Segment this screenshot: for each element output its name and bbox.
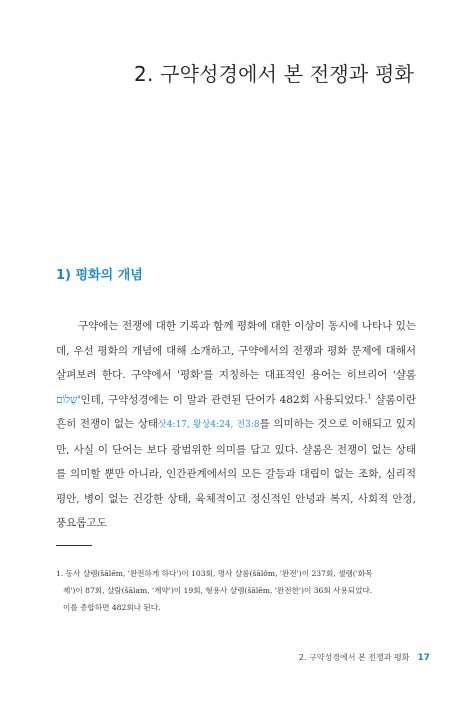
- footnote-marker[interactable]: 1: [367, 393, 372, 400]
- body-text-part: 구약에는 전쟁에 대한 기록과 함께 평화에 대한 이상이 동시에 나타나 있는데, 우선 평화의 개념에 대해 소개하고, 구약에서의 전쟁과 평화 문제에 대해서 살펴보려 한다. 구약에서 '평화'를 지칭하는 대표적인 용어는 히브리어 '샬롬: [56, 320, 416, 381]
- body-text-part: 샬롬이란 흔히 전쟁이 없는 상태: [56, 393, 416, 430]
- page-number: 17: [417, 653, 430, 663]
- body-text-part: '인데, 구약성경에는 이 말과 관련된 단어가 482회 사용되었다.: [77, 393, 368, 406]
- footnote-line: 1. 동사 샬렘(šālēm, '완전하게 하다')이 103회, 명사 샬롬(šālôm, '완전')이 237회, 셸렘('화목: [56, 569, 373, 578]
- section-heading: 1) 평화의 개념: [56, 268, 143, 283]
- chapter-title: 2. 구약성경에서 본 전쟁과 평화: [134, 62, 414, 86]
- body-text-part: 를 의미하는 것으로 이해되고 있지만, 사실 이 단어는 보다 광범위한 의미를 담고 있다. 샬롬은 전쟁이 없는 상태를 의미할 뿐만 아니라, 인간관계에서의 모든 갈등과 대립이 없는 조화, 심리적 평안, 병이 없는 건강한 상태, 육체적이고 정신적인 안녕과 복지, 사회적 안정, 풍요롭고도: [56, 418, 417, 529]
- hebrew-term: שָׁלוֹם: [56, 393, 78, 406]
- footnote-line: 이를 종합하면 482회나 된다.: [63, 603, 161, 612]
- footnote-divider: [56, 545, 92, 546]
- running-footer: [299, 652, 430, 663]
- body-paragraph: [56, 314, 416, 536]
- footnote: [56, 565, 416, 616]
- footnote-line: 제')이 87회, 샬람(šālam, '계약')이 19회, 형용사 샬렘(šālēm, '완전한')이 36회 사용되었다.: [63, 586, 373, 595]
- running-footer-title: 2. 구약성경에서 본 전쟁과 평화: [298, 653, 410, 662]
- scripture-references: 삿4:17, 왕상4:24, 전3:8: [158, 420, 260, 430]
